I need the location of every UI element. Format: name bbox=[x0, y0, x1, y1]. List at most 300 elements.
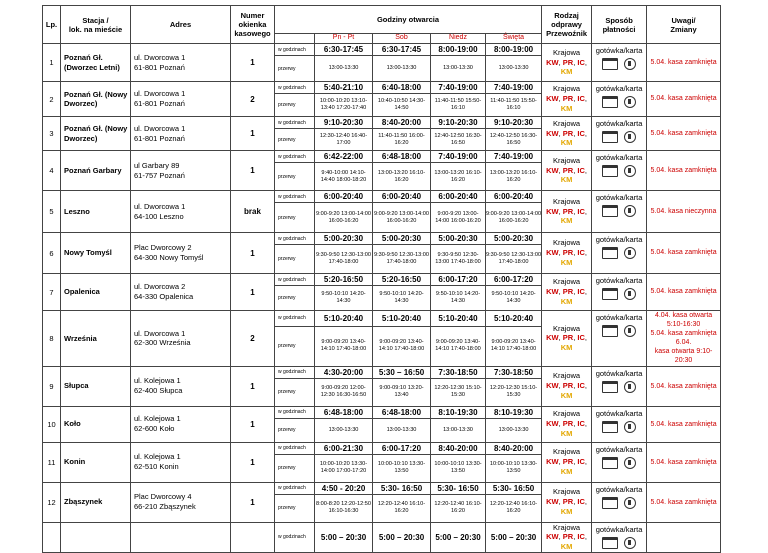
row-number bbox=[43, 522, 61, 552]
carrier-list: KW, PR, IC, bbox=[546, 206, 587, 216]
carrier-cell bbox=[542, 274, 592, 311]
label-breaks: przerwy bbox=[275, 494, 315, 522]
payment-cell bbox=[592, 191, 647, 233]
opening-hours-1: 6:48-18:00 bbox=[373, 406, 431, 418]
card-terminal-icon bbox=[602, 96, 618, 108]
break-times-0: 13:00-13:30 bbox=[315, 418, 373, 442]
station-address: ul. Dworcowa 1 61-801 Poznań bbox=[131, 82, 231, 117]
opening-hours-3: 5:00 – 20:30 bbox=[486, 522, 542, 552]
header-station: Stacja / lok. na mieście bbox=[61, 6, 131, 44]
station-address bbox=[131, 522, 231, 552]
carrier-pr: PR bbox=[562, 419, 574, 429]
break-times-3: 12:20-12:40 16:10-16:20 bbox=[486, 494, 542, 522]
label-breaks: przerwy bbox=[275, 245, 315, 274]
break-times-0: 9:30-9:50 12:30-13:00 17:40-18:00 bbox=[315, 245, 373, 274]
header-remarks: Uwagi/ Zmiany bbox=[647, 6, 721, 44]
station-address: ul. Kolejowa 1 62-400 Słupca bbox=[131, 366, 231, 406]
card-terminal-icon bbox=[602, 205, 618, 217]
opening-hours-2: 8:10-19:30 bbox=[431, 406, 486, 418]
opening-hours-0: 9:10-20:30 bbox=[315, 117, 373, 129]
row-number: 2 bbox=[43, 82, 61, 117]
opening-hours-0: 5:20-16:50 bbox=[315, 274, 373, 286]
carrier-ic: IC bbox=[577, 532, 585, 542]
carrier-cell bbox=[542, 233, 592, 274]
row-number: 8 bbox=[43, 311, 61, 367]
carrier-type: Krajowa bbox=[553, 277, 581, 287]
remark bbox=[647, 522, 721, 552]
carrier-kw: KW bbox=[546, 287, 559, 297]
break-times-1: 9:00-9:20 13:00-14:00 16:00-16:20 bbox=[373, 203, 431, 233]
carrier-ic: IC bbox=[577, 248, 585, 258]
remark: 5.04. kasa zamknięta bbox=[647, 406, 721, 442]
break-times-2: 10:00-10:10 13:30-13:50 bbox=[431, 454, 486, 482]
payment-cell bbox=[592, 117, 647, 151]
card-terminal-icon bbox=[602, 421, 618, 433]
carrier-type: Krajowa bbox=[553, 447, 581, 457]
payment-methods: gotówka/karta bbox=[595, 235, 643, 244]
payment-cell bbox=[592, 44, 647, 82]
cash-hand-icon bbox=[624, 247, 636, 259]
opening-hours-3: 7:30-18:50 bbox=[486, 366, 542, 378]
ticket-office-schedule-table bbox=[42, 5, 721, 553]
schedule-row bbox=[43, 233, 721, 245]
card-terminal-icon bbox=[602, 58, 618, 70]
opening-hours-1: 6:00-20:40 bbox=[373, 191, 431, 203]
remark: 4.04. kasa otwarta 5:10-16:30 5.04. kasa zamknięta 6.04. kasa otwarta 9:10-20:30 bbox=[647, 311, 721, 367]
break-times-0: 12:30-12:40 16:40-17:00 bbox=[315, 129, 373, 151]
cash-hand-icon bbox=[624, 58, 636, 70]
opening-hours-0: 6:00-21:30 bbox=[315, 442, 373, 454]
opening-hours-1: 6:30-17:45 bbox=[373, 44, 431, 56]
label-hours: w godzinach bbox=[275, 151, 315, 163]
break-times-0: 13:00-13:30 bbox=[315, 56, 373, 82]
break-times-0: 9:00-09:20 12:00-12:30 16:30-16:50 bbox=[315, 378, 373, 406]
schedule-row bbox=[43, 311, 721, 327]
opening-hours-0: 5:40-21:10 bbox=[315, 82, 373, 94]
break-times-2: 13:00-13:20 16:10-16:20 bbox=[431, 163, 486, 191]
window-number: 1 bbox=[231, 366, 275, 406]
schedule-row bbox=[43, 117, 721, 129]
payment-methods: gotówka/karta bbox=[595, 46, 643, 55]
card-terminal-icon bbox=[602, 247, 618, 259]
opening-hours-0: 6:30-17:45 bbox=[315, 44, 373, 56]
carrier-kw: KW bbox=[546, 248, 559, 258]
carrier-type: Krajowa bbox=[553, 155, 581, 165]
carrier-cell bbox=[542, 366, 592, 406]
payment-cell bbox=[592, 366, 647, 406]
break-times-2: 11:40-11:50 15:50-16:10 bbox=[431, 94, 486, 117]
carrier-pr: PR bbox=[562, 94, 574, 104]
payment-methods: gotówka/karta bbox=[595, 408, 643, 418]
carrier-pr: PR bbox=[562, 287, 574, 297]
payment-cell bbox=[592, 442, 647, 482]
payment-methods: gotówka/karta bbox=[595, 84, 643, 93]
break-times-2: 13:00-13:30 bbox=[431, 56, 486, 82]
remark: 5.04. kasa zamknięta bbox=[647, 82, 721, 117]
carrier-type: Krajowa bbox=[553, 522, 581, 532]
label-hours: w godzinach bbox=[275, 274, 315, 286]
break-times-1: 11:40-11:50 16:00-16:20 bbox=[373, 129, 431, 151]
label-hours: w godzinach bbox=[275, 366, 315, 378]
opening-hours-1: 5:30- 16:50 bbox=[373, 482, 431, 494]
break-times-3: 13:00-13:30 bbox=[486, 418, 542, 442]
break-times-1: 9:30-9:50 12:30-13:00 17:40-18:00 bbox=[373, 245, 431, 274]
window-number: 1 bbox=[231, 406, 275, 442]
schedule-row bbox=[43, 274, 721, 286]
carrier-type: Krajowa bbox=[553, 118, 581, 128]
carrier-kw: KW bbox=[546, 128, 559, 138]
header-lp: Lp. bbox=[43, 6, 61, 44]
payment-methods: gotówka/karta bbox=[595, 368, 643, 378]
carrier-km: KM bbox=[560, 506, 573, 516]
opening-hours-3: 6:00-20:40 bbox=[486, 191, 542, 203]
carrier-kw: KW bbox=[546, 419, 559, 429]
cash-hand-icon bbox=[624, 457, 636, 469]
opening-hours-3: 5:00-20:30 bbox=[486, 233, 542, 245]
carrier-cell bbox=[542, 191, 592, 233]
carrier-pr: PR bbox=[562, 381, 574, 391]
window-number: 1 bbox=[231, 44, 275, 82]
label-hours: w godzinach bbox=[275, 191, 315, 203]
opening-hours-0: 6:48-18:00 bbox=[315, 406, 373, 418]
payment-methods: gotówka/karta bbox=[595, 119, 643, 128]
break-times-3: 10:00-10:10 13:30-13:50 bbox=[486, 454, 542, 482]
payment-methods: gotówka/karta bbox=[595, 313, 643, 322]
header-carrier: Rodzaj odprawy Przewoźnik bbox=[542, 6, 592, 44]
cash-hand-icon bbox=[624, 131, 636, 143]
break-times-2: 9:50-10:10 14:20-14:30 bbox=[431, 286, 486, 311]
carrier-kw: KW bbox=[546, 457, 559, 467]
schedule-row bbox=[43, 191, 721, 203]
carrier-ic: IC bbox=[577, 333, 585, 343]
carrier-type: Krajowa bbox=[553, 84, 581, 94]
label-hours: w godzinach bbox=[275, 311, 315, 327]
station-address: Plac Dworcowy 4 66-210 Zbąszynek bbox=[131, 482, 231, 522]
label-breaks: przerwy bbox=[275, 326, 315, 366]
carrier-list: KW, PR, IC, bbox=[546, 532, 587, 542]
break-times-1: 9:00-09:10 13:20-13:40 bbox=[373, 378, 431, 406]
carrier-ic: IC bbox=[577, 419, 585, 429]
break-times-1: 13:00-13:30 bbox=[373, 418, 431, 442]
window-number: 1 bbox=[231, 482, 275, 522]
station-name: Poznań Gł. (Dworzec Letni) bbox=[61, 44, 131, 82]
carrier-type: Krajowa bbox=[553, 196, 581, 206]
label-breaks: przerwy bbox=[275, 286, 315, 311]
remark: 5.04. kasa zamknięta bbox=[647, 274, 721, 311]
station-name: Poznań Garbary bbox=[61, 151, 131, 191]
row-number: 1 bbox=[43, 44, 61, 82]
carrier-cell bbox=[542, 44, 592, 82]
payment-methods: gotówka/karta bbox=[595, 524, 643, 534]
carrier-km: KM bbox=[560, 428, 573, 438]
carrier-km: KM bbox=[560, 542, 573, 552]
station-name: Leszno bbox=[61, 191, 131, 233]
opening-hours-1: 5:00-20:30 bbox=[373, 233, 431, 245]
payment-methods: gotówka/karta bbox=[595, 444, 643, 454]
carrier-pr: PR bbox=[562, 206, 574, 216]
payment-methods: gotówka/karta bbox=[595, 153, 643, 162]
window-number: 2 bbox=[231, 82, 275, 117]
carrier-list: KW, PR, IC, bbox=[546, 165, 587, 175]
window-number: 1 bbox=[231, 117, 275, 151]
cash-hand-icon bbox=[624, 497, 636, 509]
carrier-km: KM bbox=[560, 390, 573, 400]
carrier-km: KM bbox=[560, 466, 573, 476]
payment-cell bbox=[592, 151, 647, 191]
header-payment: Sposób płatności bbox=[592, 6, 647, 44]
carrier-km: KM bbox=[560, 343, 573, 353]
carrier-cell bbox=[542, 442, 592, 482]
carrier-type: Krajowa bbox=[553, 238, 581, 248]
carrier-km: KM bbox=[560, 216, 573, 226]
break-times-3: 9:00-09:20 13:40-14:10 17:40-18:00 bbox=[486, 326, 542, 366]
carrier-ic: IC bbox=[577, 94, 585, 104]
cash-hand-icon bbox=[624, 325, 636, 337]
opening-hours-2: 7:40-19:00 bbox=[431, 151, 486, 163]
break-times-3: 9:30-9:50 12:30-13:00 17:40-18:00 bbox=[486, 245, 542, 274]
carrier-type: Krajowa bbox=[553, 371, 581, 381]
window-number: 2 bbox=[231, 311, 275, 367]
carrier-kw: KW bbox=[546, 532, 559, 542]
carrier-cell bbox=[542, 117, 592, 151]
break-times-2: 12:20-12:40 16:10-16:20 bbox=[431, 494, 486, 522]
window-number: 1 bbox=[231, 233, 275, 274]
opening-hours-1: 8:40-20:00 bbox=[373, 117, 431, 129]
opening-hours-2: 8:40-20:00 bbox=[431, 442, 486, 454]
cash-hand-icon bbox=[624, 421, 636, 433]
carrier-list: KW, PR, IC, bbox=[546, 57, 587, 67]
carrier-cell bbox=[542, 311, 592, 367]
label-hours: w godzinach bbox=[275, 117, 315, 129]
opening-hours-2: 5:00-20:30 bbox=[431, 233, 486, 245]
carrier-pr: PR bbox=[562, 57, 574, 67]
carrier-km: KM bbox=[560, 296, 573, 306]
opening-hours-2: 6:00-17:20 bbox=[431, 274, 486, 286]
carrier-type: Krajowa bbox=[553, 47, 581, 57]
carrier-ic: IC bbox=[577, 497, 585, 507]
break-times-1: 13:00-13:20 16:10-16:20 bbox=[373, 163, 431, 191]
carrier-km: KM bbox=[560, 175, 573, 185]
payment-cell bbox=[592, 311, 647, 367]
card-terminal-icon bbox=[602, 288, 618, 300]
station-address: Plac Dworcowy 2 64-300 Nowy Tomyśl bbox=[131, 233, 231, 274]
cash-hand-icon bbox=[624, 96, 636, 108]
station-name: Poznań Gł. (Nowy Dworzec) bbox=[61, 82, 131, 117]
carrier-pr: PR bbox=[562, 128, 574, 138]
carrier-ic: IC bbox=[577, 206, 585, 216]
opening-hours-2: 5:30- 16:50 bbox=[431, 482, 486, 494]
opening-hours-3: 8:10-19:30 bbox=[486, 406, 542, 418]
station-name: Słupca bbox=[61, 366, 131, 406]
opening-hours-1: 6:40-18:00 bbox=[373, 82, 431, 94]
carrier-list: KW, PR, IC, bbox=[546, 94, 587, 104]
opening-hours-2: 7:30-18:50 bbox=[431, 366, 486, 378]
remark: 5.04. kasa zamknięta bbox=[647, 233, 721, 274]
label-hours: w godzinach bbox=[275, 44, 315, 56]
break-times-1: 10:00-10:10 13:30-13:50 bbox=[373, 454, 431, 482]
break-times-3: 12:20-12:30 15:10-15:30 bbox=[486, 378, 542, 406]
station-name: Konin bbox=[61, 442, 131, 482]
remark: 5.04. kasa nieczynna bbox=[647, 191, 721, 233]
station-address: ul. Dworcowa 1 61-801 Poznań bbox=[131, 117, 231, 151]
remark: 5.04. kasa zamknięta bbox=[647, 117, 721, 151]
row-number: 10 bbox=[43, 406, 61, 442]
break-times-2: 9:00-09:20 13:40-14:10 17:40-18:00 bbox=[431, 326, 486, 366]
carrier-pr: PR bbox=[562, 333, 574, 343]
carrier-list: KW, PR, IC, bbox=[546, 419, 587, 429]
break-times-0: 10:00-10:20 13:10-13:40 17:20-17:40 bbox=[315, 94, 373, 117]
break-times-0: 10:00-10:20 13:30-14:00 17:00-17:20 bbox=[315, 454, 373, 482]
carrier-list: KW, PR, IC, bbox=[546, 248, 587, 258]
carrier-ic: IC bbox=[577, 57, 585, 67]
carrier-pr: PR bbox=[562, 457, 574, 467]
card-terminal-icon bbox=[602, 381, 618, 393]
header-day-holiday: Święta bbox=[486, 34, 542, 44]
opening-hours-3: 7:40-19:00 bbox=[486, 82, 542, 94]
schedule-row bbox=[43, 482, 721, 494]
label-hours: w godzinach bbox=[275, 482, 315, 494]
break-times-2: 9:30-9:50 12:30-13:00 17:40-18:00 bbox=[431, 245, 486, 274]
break-times-3: 9:00-9:20 13:00-14:00 16:00-16:20 bbox=[486, 203, 542, 233]
opening-hours-2: 7:40-19:00 bbox=[431, 82, 486, 94]
remark: 5.04. kasa zamknięta bbox=[647, 482, 721, 522]
station-address: ul. Kolejowa 1 62-600 Koło bbox=[131, 406, 231, 442]
header-day-sun: Niedz bbox=[431, 34, 486, 44]
carrier-pr: PR bbox=[562, 165, 574, 175]
opening-hours-3: 7:40-19:00 bbox=[486, 151, 542, 163]
row-number: 3 bbox=[43, 117, 61, 151]
header-day-mon-fri: Pn - Pt bbox=[315, 34, 373, 44]
card-terminal-icon bbox=[602, 325, 618, 337]
window-number: brak bbox=[231, 191, 275, 233]
carrier-kw: KW bbox=[546, 165, 559, 175]
payment-cell bbox=[592, 274, 647, 311]
station-address: ul. Dworcowa 1 61-801 Poznań bbox=[131, 44, 231, 82]
card-terminal-icon bbox=[602, 457, 618, 469]
opening-hours-1: 5:20-16:50 bbox=[373, 274, 431, 286]
break-times-3: 12:40-12:50 16:30-16:50 bbox=[486, 129, 542, 151]
label-breaks: przerwy bbox=[275, 418, 315, 442]
opening-hours-0: 4:30-20:00 bbox=[315, 366, 373, 378]
payment-cell bbox=[592, 522, 647, 552]
row-number: 6 bbox=[43, 233, 61, 274]
header-day-sat: Sob bbox=[373, 34, 431, 44]
opening-hours-2: 9:10-20:30 bbox=[431, 117, 486, 129]
cash-hand-icon bbox=[624, 205, 636, 217]
station-address: ul. Dworcowa 1 62-300 Września bbox=[131, 311, 231, 367]
payment-methods: gotówka/karta bbox=[595, 193, 643, 202]
break-times-0: 9:00-09:20 13:40-14:10 17:40-18:00 bbox=[315, 326, 373, 366]
station-address: ul. Dworcowa 1 64-100 Leszno bbox=[131, 191, 231, 233]
opening-hours-1: 5:30 – 16:50 bbox=[373, 366, 431, 378]
opening-hours-3: 6:00-17:20 bbox=[486, 274, 542, 286]
opening-hours-1: 6:48-18:00 bbox=[373, 151, 431, 163]
carrier-kw: KW bbox=[546, 94, 559, 104]
break-times-0: 9:50-10:10 14:20-14:30 bbox=[315, 286, 373, 311]
carrier-kw: KW bbox=[546, 206, 559, 216]
break-times-2: 12:40-12:50 16:30-16:50 bbox=[431, 129, 486, 151]
carrier-cell bbox=[542, 522, 592, 552]
opening-hours-1: 5:00 – 20:30 bbox=[373, 522, 431, 552]
carrier-list: KW, PR, IC, bbox=[546, 287, 587, 297]
carrier-ic: IC bbox=[577, 287, 585, 297]
label-breaks: przerwy bbox=[275, 203, 315, 233]
break-times-1: 9:50-10:10 14:20-14:30 bbox=[373, 286, 431, 311]
carrier-kw: KW bbox=[546, 333, 559, 343]
row-number: 5 bbox=[43, 191, 61, 233]
payment-cell bbox=[592, 82, 647, 117]
schedule-row bbox=[43, 522, 721, 552]
carrier-cell bbox=[542, 482, 592, 522]
opening-hours-0: 6:00-20:40 bbox=[315, 191, 373, 203]
payment-methods: gotówka/karta bbox=[595, 276, 643, 285]
carrier-type: Krajowa bbox=[553, 409, 581, 419]
opening-hours-0: 6:42-22:00 bbox=[315, 151, 373, 163]
station-name: Opalenica bbox=[61, 274, 131, 311]
carrier-list: KW, PR, IC, bbox=[546, 128, 587, 138]
break-times-2: 13:00-13:30 bbox=[431, 418, 486, 442]
carrier-list: KW, PR, IC, bbox=[546, 497, 587, 507]
label-breaks: przerwy bbox=[275, 56, 315, 82]
schedule-row bbox=[43, 82, 721, 94]
opening-hours-3: 5:10-20:40 bbox=[486, 311, 542, 327]
opening-hours-2: 6:00-20:40 bbox=[431, 191, 486, 203]
remark: 5.04. kasa zamknięta bbox=[647, 151, 721, 191]
carrier-km: KM bbox=[560, 103, 573, 113]
label-hours: w godzinach bbox=[275, 406, 315, 418]
station-name: Nowy Tomyśl bbox=[61, 233, 131, 274]
opening-hours-3: 8:00-19:00 bbox=[486, 44, 542, 56]
card-terminal-icon bbox=[602, 497, 618, 509]
remark: 5.04. kasa zamknięta bbox=[647, 366, 721, 406]
payment-cell bbox=[592, 482, 647, 522]
card-terminal-icon bbox=[602, 165, 618, 177]
carrier-ic: IC bbox=[577, 457, 585, 467]
station-name bbox=[61, 522, 131, 552]
header-window-number: Numer okienka kasowego bbox=[231, 6, 275, 44]
carrier-km: KM bbox=[560, 138, 573, 148]
station-name: Poznań Gł. (Nowy Dworzec) bbox=[61, 117, 131, 151]
cash-hand-icon bbox=[624, 165, 636, 177]
header-empty bbox=[275, 34, 315, 44]
carrier-pr: PR bbox=[562, 532, 574, 542]
carrier-cell bbox=[542, 151, 592, 191]
break-times-3: 9:50-10:10 14:20-14:30 bbox=[486, 286, 542, 311]
payment-cell bbox=[592, 406, 647, 442]
opening-hours-2: 8:00-19:00 bbox=[431, 44, 486, 56]
carrier-ic: IC bbox=[577, 381, 585, 391]
window-number: 1 bbox=[231, 274, 275, 311]
schedule-row bbox=[43, 442, 721, 454]
break-times-0: 8:00-8:20 12:20-12:50 16:10-16:30 bbox=[315, 494, 373, 522]
station-name: Zbąszynek bbox=[61, 482, 131, 522]
window-number bbox=[231, 522, 275, 552]
carrier-kw: KW bbox=[546, 381, 559, 391]
carrier-km: KM bbox=[560, 257, 573, 267]
carrier-list: KW, PR, IC, bbox=[546, 457, 587, 467]
station-address: ul. Dworcowa 2 64-330 Opalenica bbox=[131, 274, 231, 311]
break-times-0: 9:40-10:00 14:10-14:40 18:00-18:20 bbox=[315, 163, 373, 191]
label-breaks: przerwy bbox=[275, 94, 315, 117]
carrier-cell bbox=[542, 406, 592, 442]
carrier-ic: IC bbox=[577, 165, 585, 175]
carrier-cell bbox=[542, 82, 592, 117]
carrier-list: KW, PR, IC, bbox=[546, 333, 587, 343]
label-breaks: przerwy bbox=[275, 454, 315, 482]
carrier-pr: PR bbox=[562, 248, 574, 258]
carrier-kw: KW bbox=[546, 497, 559, 507]
carrier-type: Krajowa bbox=[553, 487, 581, 497]
